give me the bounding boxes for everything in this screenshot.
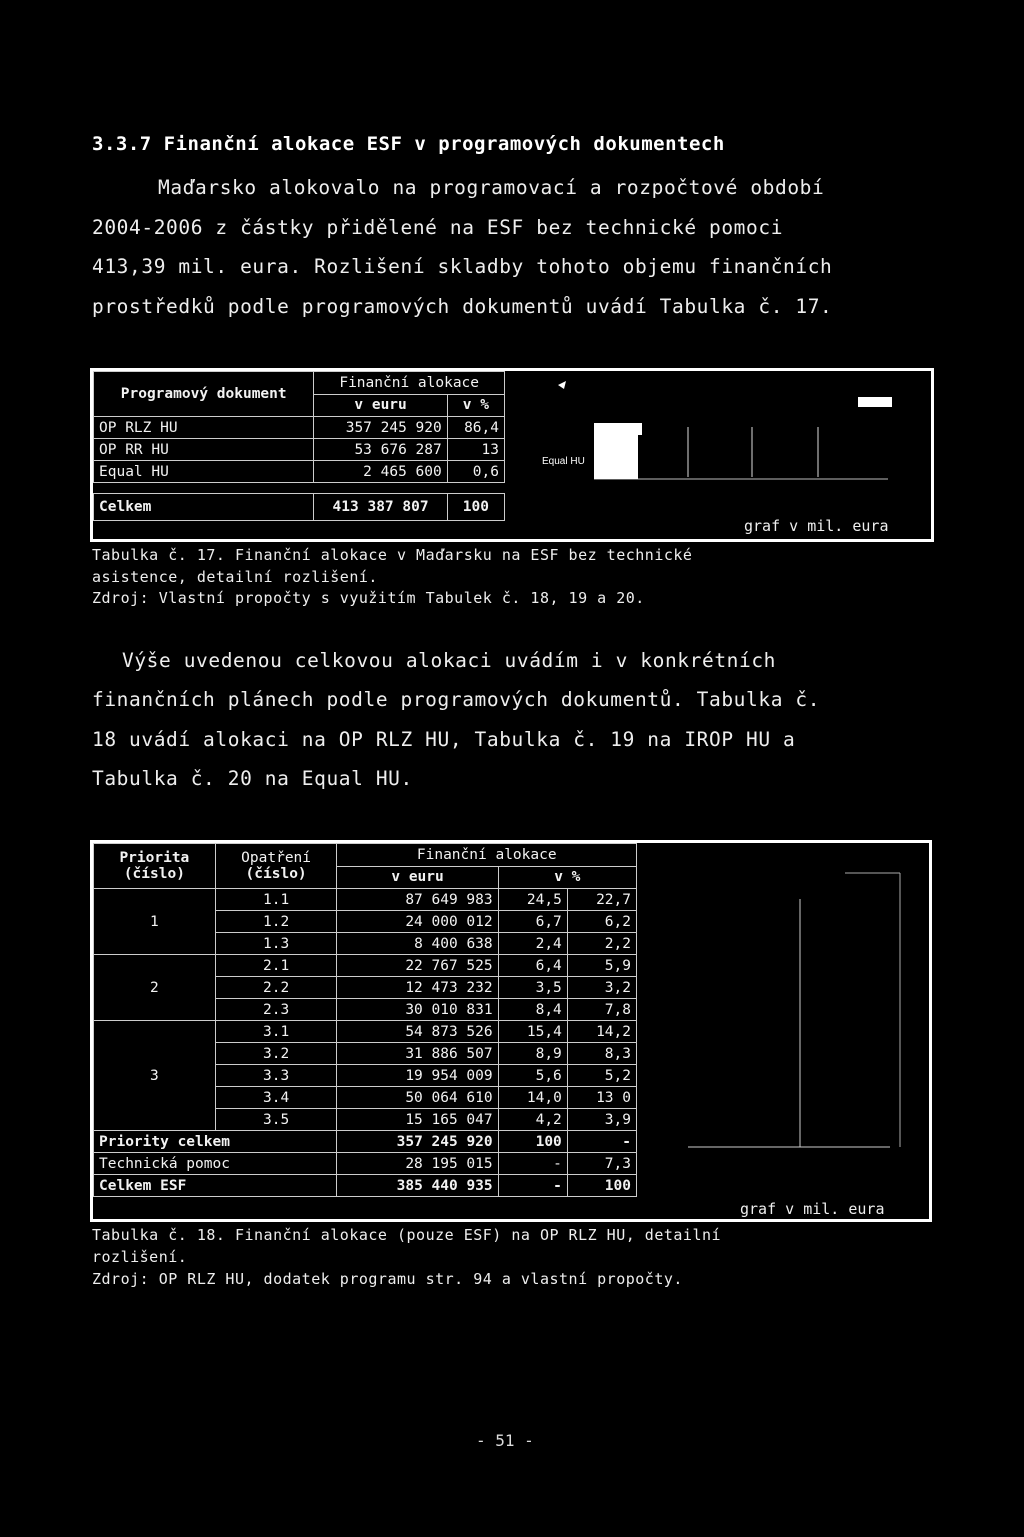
measure-pct-priority: 24,5	[498, 889, 567, 911]
table17-header-eur: v euru	[314, 394, 447, 417]
summary-label: Technická pomoc	[94, 1153, 337, 1175]
summary-row	[94, 1131, 637, 1153]
total-eur: 413 387 807	[314, 494, 447, 521]
chart-17-bar-edge	[638, 423, 642, 435]
measure-number: 3.5	[215, 1109, 337, 1131]
table18-header-measure: Opatření (číslo)	[215, 844, 337, 889]
intro-line-2: 2004-2006 z částky přidělené na ESF bez technické pomoci	[92, 216, 784, 239]
doc-eur: 2 465 600	[314, 461, 447, 483]
chart-17	[508, 371, 930, 539]
measure-eur: 15 165 047	[337, 1109, 498, 1131]
measure-pct-total: 5,9	[567, 955, 636, 977]
table-row	[94, 955, 637, 977]
table-row-total	[94, 494, 505, 521]
measure-number: 3.4	[215, 1087, 337, 1109]
table-row	[94, 461, 505, 483]
summary-pct-priority: -	[498, 1175, 567, 1197]
summary-pct-priority: 100	[498, 1131, 567, 1153]
table-row	[94, 439, 505, 461]
doc-name: OP RR HU	[94, 439, 314, 461]
table18-header-allocation: Finanční alokace	[337, 844, 637, 867]
table18-header-pct: v %	[498, 866, 636, 889]
doc-pct: 86,4	[447, 417, 504, 439]
measure-number: 3.1	[215, 1021, 337, 1043]
measure-pct-total: 14,2	[567, 1021, 636, 1043]
doc-name: Equal HU	[94, 461, 314, 483]
table17-header-allocation: Finanční alokace	[314, 372, 505, 395]
measure-eur: 87 649 983	[337, 889, 498, 911]
measure-pct-total: 3,2	[567, 977, 636, 999]
summary-eur: 357 245 920	[337, 1131, 498, 1153]
summary-row	[94, 1175, 637, 1197]
measure-eur: 19 954 009	[337, 1065, 498, 1087]
priority-number: 2	[94, 955, 216, 1021]
doc-pct: 13	[447, 439, 504, 461]
measure-pct-total: 7,8	[567, 999, 636, 1021]
summary-row	[94, 1153, 637, 1175]
table18-header-eur: v euru	[337, 866, 498, 889]
chart-18	[640, 843, 930, 1219]
table18-source: Zdroj: OP RLZ HU, dodatek programu str. 94 a vlastní propočty.	[92, 1270, 683, 1288]
summary-eur: 28 195 015	[337, 1153, 498, 1175]
table18-caption-2: rozlišení.	[92, 1248, 188, 1266]
measure-pct-priority: 14,0	[498, 1087, 567, 1109]
table17-caption-1: Tabulka č. 17. Finanční alokace v Maďarsku na ESF bez technické	[92, 546, 693, 564]
chart-17-label: Equal HU	[542, 456, 585, 467]
measure-number: 1.2	[215, 911, 337, 933]
measure-number: 1.3	[215, 933, 337, 955]
measure-eur: 50 064 610	[337, 1087, 498, 1109]
middle-line-4: Tabulka č. 20 na Equal HU.	[92, 767, 413, 790]
middle-line-3: 18 uvádí alokaci na OP RLZ HU, Tabulka č. 19 na IROP HU a	[92, 728, 796, 751]
summary-pct-total: -	[567, 1131, 636, 1153]
table17	[93, 371, 505, 521]
table-row	[94, 417, 505, 439]
measure-number: 2.1	[215, 955, 337, 977]
measure-eur: 31 886 507	[337, 1043, 498, 1065]
measure-pct-priority: 8,4	[498, 999, 567, 1021]
summary-pct-total: 7,3	[567, 1153, 636, 1175]
chart-17-marker	[558, 381, 566, 389]
measure-pct-total: 3,9	[567, 1109, 636, 1131]
intro-line-3: 413,39 mil. eura. Rozlišení skladby tohoto objemu finančních	[92, 255, 833, 278]
page-number: - 51 -	[476, 1431, 534, 1450]
intro-line-1: Maďarsko alokovalo na programovací a rozpočtové období	[158, 176, 825, 199]
doc-name: OP RLZ HU	[94, 417, 314, 439]
measure-pct-priority: 3,5	[498, 977, 567, 999]
table18-header-priority: Priorita (číslo)	[94, 844, 216, 889]
measure-eur: 24 000 012	[337, 911, 498, 933]
measure-pct-total: 8,3	[567, 1043, 636, 1065]
measure-pct-priority: 15,4	[498, 1021, 567, 1043]
measure-eur: 8 400 638	[337, 933, 498, 955]
measure-pct-total: 22,7	[567, 889, 636, 911]
summary-pct-total: 100	[567, 1175, 636, 1197]
section-heading: 3.3.7 Finanční alokace ESF v programových dokumentech	[92, 133, 725, 155]
table-row	[94, 889, 637, 911]
priority-number: 3	[94, 1021, 216, 1131]
measure-pct-priority: 2,4	[498, 933, 567, 955]
measure-pct-total: 5,2	[567, 1065, 636, 1087]
measure-pct-priority: 4,2	[498, 1109, 567, 1131]
summary-pct-priority: -	[498, 1153, 567, 1175]
table18	[93, 843, 637, 1197]
table18-body	[94, 889, 637, 1197]
measure-pct-total: 2,2	[567, 933, 636, 955]
priority-number: 1	[94, 889, 216, 955]
measure-eur: 12 473 232	[337, 977, 498, 999]
measure-eur: 54 873 526	[337, 1021, 498, 1043]
doc-eur: 53 676 287	[314, 439, 447, 461]
measure-eur: 30 010 831	[337, 999, 498, 1021]
intro-line-4: prostředků podle programových dokumentů uvádí Tabulka č. 17.	[92, 295, 833, 318]
total-pct: 100	[447, 494, 504, 521]
measure-pct-priority: 6,4	[498, 955, 567, 977]
measure-pct-total: 6,2	[567, 911, 636, 933]
summary-eur: 385 440 935	[337, 1175, 498, 1197]
middle-line-2: finančních plánech podle programových dokumentů. Tabulka č.	[92, 688, 821, 711]
measure-number: 3.2	[215, 1043, 337, 1065]
doc-eur: 357 245 920	[314, 417, 447, 439]
measure-pct-priority: 5,6	[498, 1065, 567, 1087]
table17-source: Zdroj: Vlastní propočty s využitím Tabulek č. 18, 19 a 20.	[92, 589, 645, 607]
table-row	[94, 1021, 637, 1043]
total-label: Celkem	[94, 494, 314, 521]
measure-pct-total: 13 0	[567, 1087, 636, 1109]
table17-header-pct: v %	[447, 394, 504, 417]
measure-number: 3.3	[215, 1065, 337, 1087]
measure-number: 2.3	[215, 999, 337, 1021]
measure-pct-priority: 8,9	[498, 1043, 567, 1065]
measure-eur: 22 767 525	[337, 955, 498, 977]
chart-18-caption: graf v mil. eura	[740, 1200, 885, 1218]
doc-pct: 0,6	[447, 461, 504, 483]
measure-number: 1.1	[215, 889, 337, 911]
table18-caption-1: Tabulka č. 18. Finanční alokace (pouze ESF) na OP RLZ HU, detailní	[92, 1226, 722, 1244]
chart-18-svg	[640, 843, 930, 1219]
chart-17-bar-equal	[594, 423, 638, 479]
summary-label: Priority celkem	[94, 1131, 337, 1153]
chart-17-svg	[508, 371, 930, 539]
chart-17-caption: graf v mil. eura	[744, 517, 889, 535]
table17-header-document: Programový dokument	[94, 372, 314, 417]
table17-caption-2: asistence, detailní rozlišení.	[92, 568, 378, 586]
summary-label: Celkem ESF	[94, 1175, 337, 1197]
chart-17-legend-swatch	[858, 397, 892, 407]
measure-pct-priority: 6,7	[498, 911, 567, 933]
measure-number: 2.2	[215, 977, 337, 999]
middle-line-1: Výše uvedenou celkovou alokaci uvádím i v konkrétních	[122, 649, 777, 672]
